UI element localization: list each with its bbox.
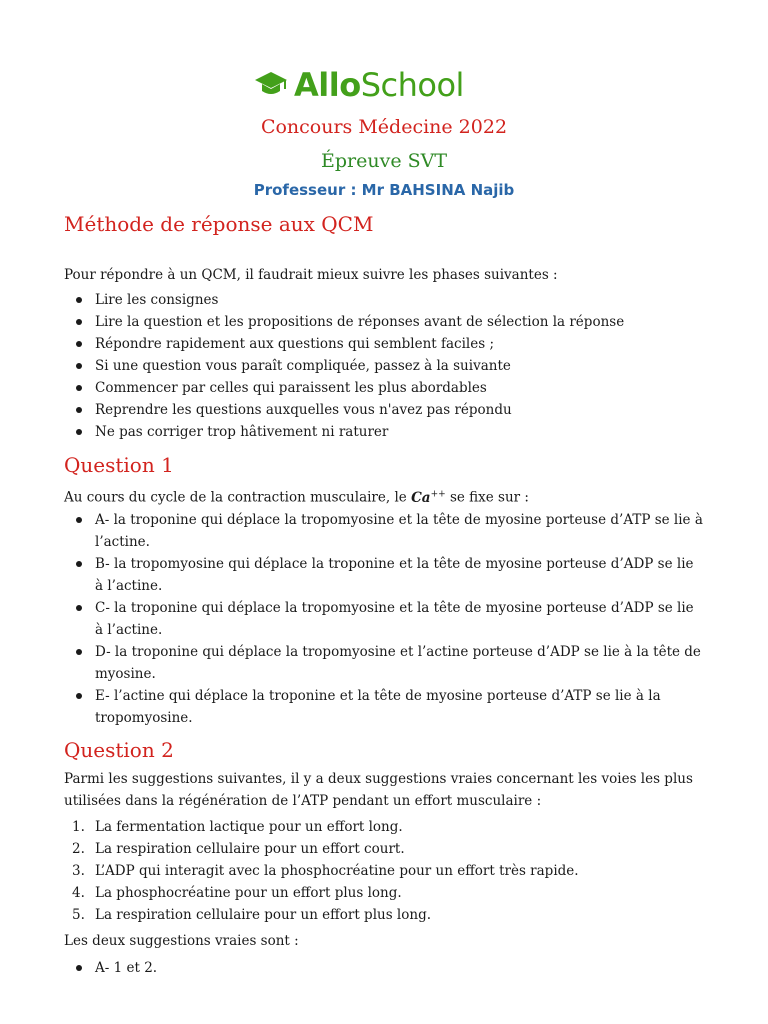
exam-subtitle: Épreuve SVT <box>320 150 448 172</box>
method-heading: Méthode de réponse aux QCM <box>64 212 374 236</box>
list-item: Si une question vous paraît compliquée, passez à la suivante <box>64 355 704 377</box>
alloschool-logo[interactable] <box>254 66 464 104</box>
question-1-heading: Question 1 <box>64 453 174 477</box>
question-2-heading: Question 2 <box>64 738 174 762</box>
list-item: Répondre rapidement aux questions qui semblent faciles ; <box>64 333 704 355</box>
list-item: Reprendre les questions auxquelles vous n'avez pas répondu <box>64 399 704 421</box>
list-item: A- 1 et 2. <box>64 957 704 979</box>
list-item: 2. La respiration cellulaire pour un effort court. <box>72 841 405 857</box>
question-2-stem: Parmi les suggestions suivantes, il y a deux suggestions vraies concernant les voies les plus utilisées dans la régénération de l’ATP pendant un effort musculaire : <box>64 771 693 809</box>
list-item: Lire les consignes <box>64 289 704 311</box>
list-item: E- l’actine qui déplace la troponine et la tête de myosine porteuse d’ATP se lie à la tropomyosine. <box>64 685 704 729</box>
professor-line: Professeur : Mr BAHSINA Najib <box>253 181 515 199</box>
answers-intro: Les deux suggestions vraies sont : <box>64 933 299 949</box>
list-item: D- la troponine qui déplace la tropomyosine et l’actine porteuse d’ADP se lie à la tête de myosine. <box>64 641 704 685</box>
question-1-stem: Au cours du cycle de la contraction musculaire, le Ca++ se fixe sur : <box>64 489 529 506</box>
method-list <box>64 289 704 443</box>
list-item: A- la troponine qui déplace la tropomyosine et la tête de myosine porteuse d’ATP se lie à l’actine. <box>64 509 704 553</box>
list-item: Commencer par celles qui paraissent les plus abordables <box>64 377 704 399</box>
list-item: 4. La phosphocréatine pour un effort plus long. <box>72 885 402 901</box>
list-item: Ne pas corriger trop hâtivement ni raturer <box>64 421 704 443</box>
list-item: 5. La respiration cellulaire pour un effort plus long. <box>72 907 432 923</box>
list-item: 1. La fermentation lactique pour un effort long. <box>72 819 403 835</box>
question-2-answers <box>64 957 704 979</box>
list-item: 3. L’ADP qui interagit avec la phosphocréatine pour un effort très rapide. <box>72 863 579 879</box>
list-item: B- la tropomyosine qui déplace la troponine et la tête de myosine porteuse d’ADP se lie à l’actine. <box>64 553 704 597</box>
question-1-options <box>64 509 704 729</box>
calcium-ion: Ca++ <box>411 489 446 506</box>
graduation-cap-icon <box>254 69 288 101</box>
list-item: Lire la question et les propositions de réponses avant de sélection la réponse <box>64 311 704 333</box>
method-intro: Pour répondre à un QCM, il faudrait mieux suivre les phases suivantes : <box>64 267 558 283</box>
logo-wordmark: AlloSchool <box>294 66 464 104</box>
exam-title: Concours Médecine 2022 <box>260 116 508 138</box>
list-item: C- la troponine qui déplace la tropomyosine et la tête de myosine porteuse d’ADP se lie à l’actine. <box>64 597 704 641</box>
question-2-suggestions <box>64 816 704 926</box>
